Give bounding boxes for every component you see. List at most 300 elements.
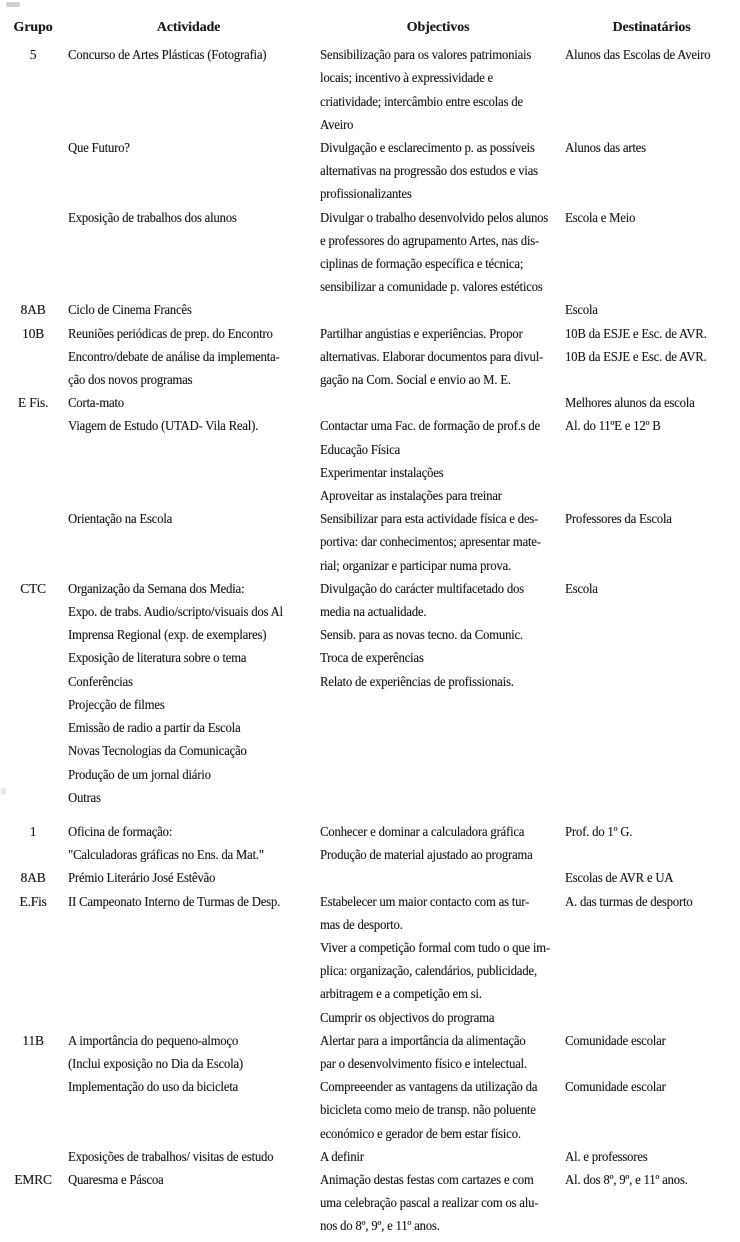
objectivos-cell xyxy=(315,113,560,136)
actividade-text: Que Futuro? xyxy=(68,140,130,156)
actividade-cell xyxy=(62,1029,315,1052)
table-row xyxy=(0,438,740,461)
grupo-cell xyxy=(0,959,62,982)
column-header-objectivos xyxy=(315,16,560,39)
table-row xyxy=(0,298,740,321)
actividade-cell xyxy=(62,1098,315,1121)
destinatarios-text: Comunidade escolar xyxy=(565,1032,666,1048)
objectivos-text: económico e gerador de bem estar físico. xyxy=(320,1125,521,1141)
grupo-cell xyxy=(0,1006,62,1029)
objectivos-cell xyxy=(315,936,560,959)
objectivos-cell xyxy=(315,159,560,182)
destinatarios-cell xyxy=(560,843,740,866)
grupo-cell xyxy=(0,298,62,321)
grupo-cell xyxy=(0,1145,62,1168)
grupo-cell xyxy=(0,345,62,368)
actividade-cell xyxy=(62,577,315,600)
objectivos-cell xyxy=(315,1052,560,1075)
destinatarios-cell xyxy=(560,182,740,205)
destinatarios-text: Alunos das artes xyxy=(565,140,646,156)
column-header-grupo-label: Grupo xyxy=(13,20,53,35)
table-body xyxy=(0,43,740,1237)
destinatarios-cell xyxy=(560,646,740,669)
actividade-cell xyxy=(62,66,315,89)
grupo-cell xyxy=(0,252,62,275)
actividade-cell xyxy=(62,43,315,66)
actividade-cell xyxy=(62,229,315,252)
destinatarios-cell xyxy=(560,461,740,484)
destinatarios-cell xyxy=(560,206,740,229)
objectivos-text: portiva: dar conhecimentos; apresentar mate- xyxy=(320,534,541,550)
table-row xyxy=(0,1052,740,1075)
table-row xyxy=(0,646,740,669)
actividade-cell xyxy=(62,391,315,414)
destinatarios-text: Alunos das Escolas de Aveiro xyxy=(565,47,711,63)
actividade-cell xyxy=(62,252,315,275)
actividade-text: Organização da Semana dos Media: xyxy=(68,580,245,596)
objectivos-cell xyxy=(315,438,560,461)
table-row xyxy=(0,1145,740,1168)
actividade-cell xyxy=(62,623,315,646)
objectivos-cell xyxy=(315,229,560,252)
actividade-cell xyxy=(62,438,315,461)
destinatarios-text: A. das turmas de desporto xyxy=(565,893,693,909)
actividade-text: Novas Tecnologias da Comunicação xyxy=(68,743,247,759)
objectivos-text: Experimentar instalações xyxy=(320,464,444,480)
actividade-text: Outras xyxy=(68,789,101,805)
table-row xyxy=(0,391,740,414)
grupo-cell xyxy=(0,1075,62,1098)
table-row xyxy=(0,345,740,368)
objectivos-cell xyxy=(315,913,560,936)
destinatarios-cell xyxy=(560,484,740,507)
table-row xyxy=(0,66,740,89)
grupo-cell xyxy=(0,1214,62,1237)
table-row xyxy=(0,786,740,809)
grupo-cell xyxy=(0,159,62,182)
objectivos-cell xyxy=(315,554,560,577)
table-row xyxy=(0,843,740,866)
objectivos-cell xyxy=(315,252,560,275)
destinatarios-text: 10B da ESJE e Esc. de AVR. xyxy=(565,325,707,341)
table-row xyxy=(0,414,740,437)
destinatarios-cell xyxy=(560,1052,740,1075)
actividade-cell xyxy=(62,739,315,762)
destinatarios-text: Escolas de AVR e UA xyxy=(565,870,674,886)
actividade-cell xyxy=(62,716,315,739)
destinatarios-cell xyxy=(560,322,740,345)
objectivos-cell xyxy=(315,1191,560,1214)
grupo-cell xyxy=(0,693,62,716)
actividade-text: Exposições de trabalhos/ visitas de estudo xyxy=(68,1148,274,1164)
objectivos-text: gação na Com. Social e envio ao M. E. xyxy=(320,372,511,388)
actividade-cell xyxy=(62,866,315,889)
actividade-cell xyxy=(62,843,315,866)
objectivos-text: Sensibilização para os valores patrimoniais xyxy=(320,47,532,63)
actividade-cell xyxy=(62,368,315,391)
grupo-text: 8AB xyxy=(20,302,46,318)
column-header-actividade-label: Actividade xyxy=(156,20,221,35)
actividade-cell xyxy=(62,461,315,484)
grupo-cell xyxy=(0,1191,62,1214)
grupo-text: 8AB xyxy=(20,870,46,886)
actividade-text: Conferências xyxy=(68,673,133,689)
grupo-text: E Fis. xyxy=(17,395,49,411)
table-row xyxy=(0,890,740,913)
table-row xyxy=(0,229,740,252)
destinatarios-cell xyxy=(560,623,740,646)
destinatarios-text: Prof. do 1º G. xyxy=(565,823,633,839)
column-header-destinatarios xyxy=(560,16,740,39)
destinatarios-text: Comunidade escolar xyxy=(565,1079,666,1095)
actividade-cell xyxy=(62,1191,315,1214)
destinatarios-text: 10B da ESJE e Esc. de AVR. xyxy=(565,348,707,364)
objectivos-text: Conhecer e dominar a calculadora gráfica xyxy=(320,823,525,839)
actividade-cell xyxy=(62,1122,315,1145)
destinatarios-cell xyxy=(560,866,740,889)
grupo-cell xyxy=(0,936,62,959)
objectivos-cell xyxy=(315,716,560,739)
table-row xyxy=(0,739,740,762)
table-row xyxy=(0,461,740,484)
table-row xyxy=(0,530,740,553)
destinatarios-cell xyxy=(560,913,740,936)
column-header-grupo xyxy=(0,16,62,39)
grupo-text: EMRC xyxy=(14,1171,52,1187)
destinatarios-cell xyxy=(560,90,740,113)
grupo-cell xyxy=(0,43,62,66)
table-row xyxy=(0,113,740,136)
grupo-cell xyxy=(0,136,62,159)
destinatarios-cell xyxy=(560,959,740,982)
destinatarios-text: Escola xyxy=(565,302,598,318)
destinatarios-text: Escola e Meio xyxy=(565,209,636,225)
objectivos-cell xyxy=(315,182,560,205)
actividade-cell xyxy=(62,345,315,368)
destinatarios-cell xyxy=(560,1029,740,1052)
objectivos-text: Aproveitar as instalações para treinar xyxy=(320,488,502,504)
grupo-cell xyxy=(0,716,62,739)
destinatarios-text: Al. e professores xyxy=(565,1148,648,1164)
column-header-objectivos-label: Objectivos xyxy=(406,20,470,35)
objectivos-cell xyxy=(315,345,560,368)
grupo-cell xyxy=(0,554,62,577)
table-row xyxy=(0,866,740,889)
actividade-text: Prémio Literário José Estêvão xyxy=(68,870,216,886)
destinatarios-cell xyxy=(560,763,740,786)
objectivos-cell xyxy=(315,959,560,982)
destinatarios-cell xyxy=(560,600,740,623)
table-row xyxy=(0,136,740,159)
objectivos-cell xyxy=(315,1098,560,1121)
objectivos-text: arbitragem e a competição em si. xyxy=(320,986,482,1002)
actividade-cell xyxy=(62,530,315,553)
grupo-cell xyxy=(0,391,62,414)
grupo-cell xyxy=(0,1168,62,1191)
objectivos-cell xyxy=(315,577,560,600)
objectivos-text: Sensib. para as novas tecno. da Comunic. xyxy=(320,627,523,643)
actividade-cell xyxy=(62,136,315,159)
destinatarios-cell xyxy=(560,577,740,600)
objectivos-cell xyxy=(315,739,560,762)
objectivos-cell xyxy=(315,298,560,321)
grupo-cell xyxy=(0,461,62,484)
objectivos-cell xyxy=(315,391,560,414)
actividade-cell xyxy=(62,1075,315,1098)
destinatarios-cell xyxy=(560,1006,740,1029)
objectivos-text: Alertar para a importância da alimentação xyxy=(320,1032,526,1048)
grupo-cell xyxy=(0,763,62,786)
column-header-destinatarios-label: Destinatários xyxy=(612,20,691,35)
actividade-cell xyxy=(62,646,315,669)
grupo-text: 1 xyxy=(29,823,37,839)
grupo-cell xyxy=(0,438,62,461)
destinatarios-cell xyxy=(560,820,740,843)
objectivos-cell xyxy=(315,600,560,623)
objectivos-cell xyxy=(315,693,560,716)
grupo-cell xyxy=(0,507,62,530)
objectivos-text: par o desenvolvimento físico e intelectual. xyxy=(320,1055,527,1071)
actividade-text: Oficina de formação: xyxy=(68,823,173,839)
table-row xyxy=(0,1075,740,1098)
objectivos-text: plica: organização, calendários, publicidade, xyxy=(320,963,537,979)
objectivos-text: Divulgação do carácter multifacetado dos xyxy=(320,580,524,596)
destinatarios-cell xyxy=(560,66,740,89)
destinatarios-cell xyxy=(560,1214,740,1237)
objectivos-cell xyxy=(315,646,560,669)
destinatarios-text: Escola xyxy=(565,580,598,596)
objectivos-text: Aveiro xyxy=(320,116,354,132)
actividade-cell xyxy=(62,507,315,530)
objectivos-text: alternativas. Elaborar documentos para divul- xyxy=(320,348,544,364)
actividade-cell xyxy=(62,182,315,205)
grupo-cell xyxy=(0,623,62,646)
objectivos-text: uma celebração pascal a realizar com os alu- xyxy=(320,1195,539,1211)
actividade-cell xyxy=(62,936,315,959)
destinatarios-cell xyxy=(560,890,740,913)
grupo-cell xyxy=(0,1029,62,1052)
actividade-text: Exposição de trabalhos dos alunos xyxy=(68,209,237,225)
table-row xyxy=(0,1168,740,1191)
objectivos-text: Compreeender as vantagens da utilização da xyxy=(320,1079,538,1095)
destinatarios-cell xyxy=(560,391,740,414)
actividade-cell xyxy=(62,1006,315,1029)
objectivos-text: Cumprir os objectivos do programa xyxy=(320,1009,495,1025)
actividade-cell xyxy=(62,763,315,786)
table-row xyxy=(0,959,740,982)
actividade-cell xyxy=(62,959,315,982)
grupo-cell xyxy=(0,1098,62,1121)
objectivos-cell xyxy=(315,820,560,843)
actividade-cell xyxy=(62,414,315,437)
objectivos-text: Partilhar angústias e experiências. Propor xyxy=(320,325,523,341)
destinatarios-cell xyxy=(560,345,740,368)
grupo-cell xyxy=(0,1052,62,1075)
grupo-cell xyxy=(0,66,62,89)
objectivos-cell xyxy=(315,461,560,484)
grupo-cell xyxy=(0,206,62,229)
table-row xyxy=(0,159,740,182)
actividade-text: (Inclui exposição no Dia da Escola) xyxy=(68,1055,243,1071)
grupo-cell xyxy=(0,670,62,693)
objectivos-text: Divulgar o trabalho desenvolvido pelos alunos xyxy=(320,209,549,225)
destinatarios-cell xyxy=(560,252,740,275)
objectivos-cell xyxy=(315,1145,560,1168)
destinatarios-cell xyxy=(560,507,740,530)
table-row xyxy=(0,1122,740,1145)
actividade-text: Viagem de Estudo (UTAD- Vila Real). xyxy=(68,418,259,434)
objectivos-text: Animação destas festas com cartazes e com xyxy=(320,1171,534,1187)
table-row xyxy=(0,322,740,345)
destinatarios-cell xyxy=(560,530,740,553)
actividade-text: Expo. de trabs. Audio/scripto/visuais dos Al xyxy=(68,604,283,620)
table-row xyxy=(0,484,740,507)
table-row xyxy=(0,693,740,716)
actividade-cell xyxy=(62,670,315,693)
table-row xyxy=(0,670,740,693)
objectivos-cell xyxy=(315,484,560,507)
grupo-text: 11B xyxy=(22,1032,44,1048)
destinatarios-cell xyxy=(560,1122,740,1145)
table-row xyxy=(0,936,740,959)
destinatarios-cell xyxy=(560,438,740,461)
table-row xyxy=(0,716,740,739)
destinatarios-cell xyxy=(560,414,740,437)
actividade-cell xyxy=(62,298,315,321)
grupo-cell xyxy=(0,577,62,600)
actividade-cell xyxy=(62,113,315,136)
objectivos-cell xyxy=(315,43,560,66)
destinatarios-cell xyxy=(560,1145,740,1168)
table-row xyxy=(0,1098,740,1121)
grupo-text: E.Fis xyxy=(19,893,47,909)
scan-artifact xyxy=(6,2,20,7)
objectivos-cell xyxy=(315,843,560,866)
destinatarios-cell xyxy=(560,43,740,66)
grupo-cell xyxy=(0,982,62,1005)
destinatarios-cell xyxy=(560,693,740,716)
objectivos-text: rial; organizar e participar numa prova. xyxy=(320,557,511,573)
table-row xyxy=(0,554,740,577)
actividade-cell xyxy=(62,206,315,229)
objectivos-text: Sensibilizar para esta actividade física e des- xyxy=(320,511,539,527)
destinatarios-cell xyxy=(560,368,740,391)
objectivos-cell xyxy=(315,136,560,159)
destinatarios-cell xyxy=(560,936,740,959)
destinatarios-cell xyxy=(560,739,740,762)
actividade-text: Concurso de Artes Plásticas (Fotografia) xyxy=(68,47,267,63)
objectivos-text: Produção de material ajustado ao programa xyxy=(320,847,533,863)
objectivos-cell xyxy=(315,1214,560,1237)
actividade-cell xyxy=(62,275,315,298)
grupo-cell xyxy=(0,530,62,553)
grupo-cell xyxy=(0,646,62,669)
destinatarios-text: Al. do 11ºE e 12º B xyxy=(565,418,661,434)
table-row xyxy=(0,507,740,530)
objectivos-text: locais; incentivo à expressividade e xyxy=(320,70,493,86)
actividade-text: Quaresma e Páscoa xyxy=(68,1171,164,1187)
objectivos-text: Contactar uma Fac. de formação de prof.s de xyxy=(320,418,540,434)
table-row xyxy=(0,252,740,275)
grupo-cell xyxy=(0,820,62,843)
table-row xyxy=(0,623,740,646)
actividade-text: Corta-mato xyxy=(68,395,124,411)
grupo-cell xyxy=(0,484,62,507)
destinatarios-cell xyxy=(560,1168,740,1191)
objectivos-text: Viver a competição formal com tudo o que im- xyxy=(320,939,550,955)
objectivos-text: criatividade; intercâmbio entre escolas de xyxy=(320,93,523,109)
actividade-text: Produção de um jornal diário xyxy=(68,766,211,782)
actividade-cell xyxy=(62,322,315,345)
destinatarios-cell xyxy=(560,716,740,739)
table-row xyxy=(0,1029,740,1052)
grupo-cell xyxy=(0,182,62,205)
grupo-cell xyxy=(0,843,62,866)
objectivos-cell xyxy=(315,1006,560,1029)
actividade-text: Encontro/debate de análise da implementa- xyxy=(68,348,280,364)
actividade-text: A importância do pequeno-almoço xyxy=(68,1032,239,1048)
actividade-cell xyxy=(62,1145,315,1168)
destinatarios-cell xyxy=(560,229,740,252)
table-row xyxy=(0,182,740,205)
grupo-cell xyxy=(0,600,62,623)
destinatarios-text: Professores da Escola xyxy=(565,511,672,527)
objectivos-text: alternativas na progressão dos estudos e vias xyxy=(320,163,538,179)
grupo-cell xyxy=(0,890,62,913)
actividade-text: II Campeonato Interno de Turmas de Desp. xyxy=(68,893,281,909)
objectivos-text: media na actualidade. xyxy=(320,604,427,620)
table-row xyxy=(0,1191,740,1214)
table-row xyxy=(0,275,740,298)
objectivos-text: Relato de experiências de profissionais. xyxy=(320,673,514,689)
destinatarios-cell xyxy=(560,1075,740,1098)
actividade-cell xyxy=(62,1052,315,1075)
destinatarios-cell xyxy=(560,275,740,298)
grupo-text: 10B xyxy=(22,325,44,341)
actividade-text: Exposição de literatura sobre o tema xyxy=(68,650,247,666)
objectivos-cell xyxy=(315,90,560,113)
grupo-cell xyxy=(0,1122,62,1145)
destinatarios-cell xyxy=(560,670,740,693)
objectivos-cell xyxy=(315,1122,560,1145)
actividade-cell xyxy=(62,90,315,113)
grupo-cell xyxy=(0,368,62,391)
grupo-cell xyxy=(0,90,62,113)
objectivos-cell xyxy=(315,982,560,1005)
objectivos-text: Divulgação e esclarecimento p. as possíveis xyxy=(320,140,535,156)
objectivos-cell xyxy=(315,275,560,298)
table-row xyxy=(0,206,740,229)
actividade-text: Ciclo de Cinema Francês xyxy=(68,302,192,318)
objectivos-text: sensibilizar a comunidade p. valores estéticos xyxy=(320,279,543,295)
destinatarios-cell xyxy=(560,298,740,321)
objectivos-text: Estabelecer um maior contacto com as tur- xyxy=(320,893,530,909)
actividade-cell xyxy=(62,1214,315,1237)
actividade-text: Projecção de filmes xyxy=(68,696,165,712)
objectivos-cell xyxy=(315,322,560,345)
objectivos-cell xyxy=(315,866,560,889)
objectivos-text: mas de desporto. xyxy=(320,916,403,932)
actividade-cell xyxy=(62,890,315,913)
actividade-cell xyxy=(62,484,315,507)
table-row xyxy=(0,600,740,623)
grupo-cell xyxy=(0,414,62,437)
table-row xyxy=(0,1214,740,1237)
objectivos-text: ciplinas de formação específica e técnica; xyxy=(320,256,524,272)
table-row xyxy=(0,982,740,1005)
destinatarios-cell xyxy=(560,554,740,577)
grupo-cell xyxy=(0,113,62,136)
